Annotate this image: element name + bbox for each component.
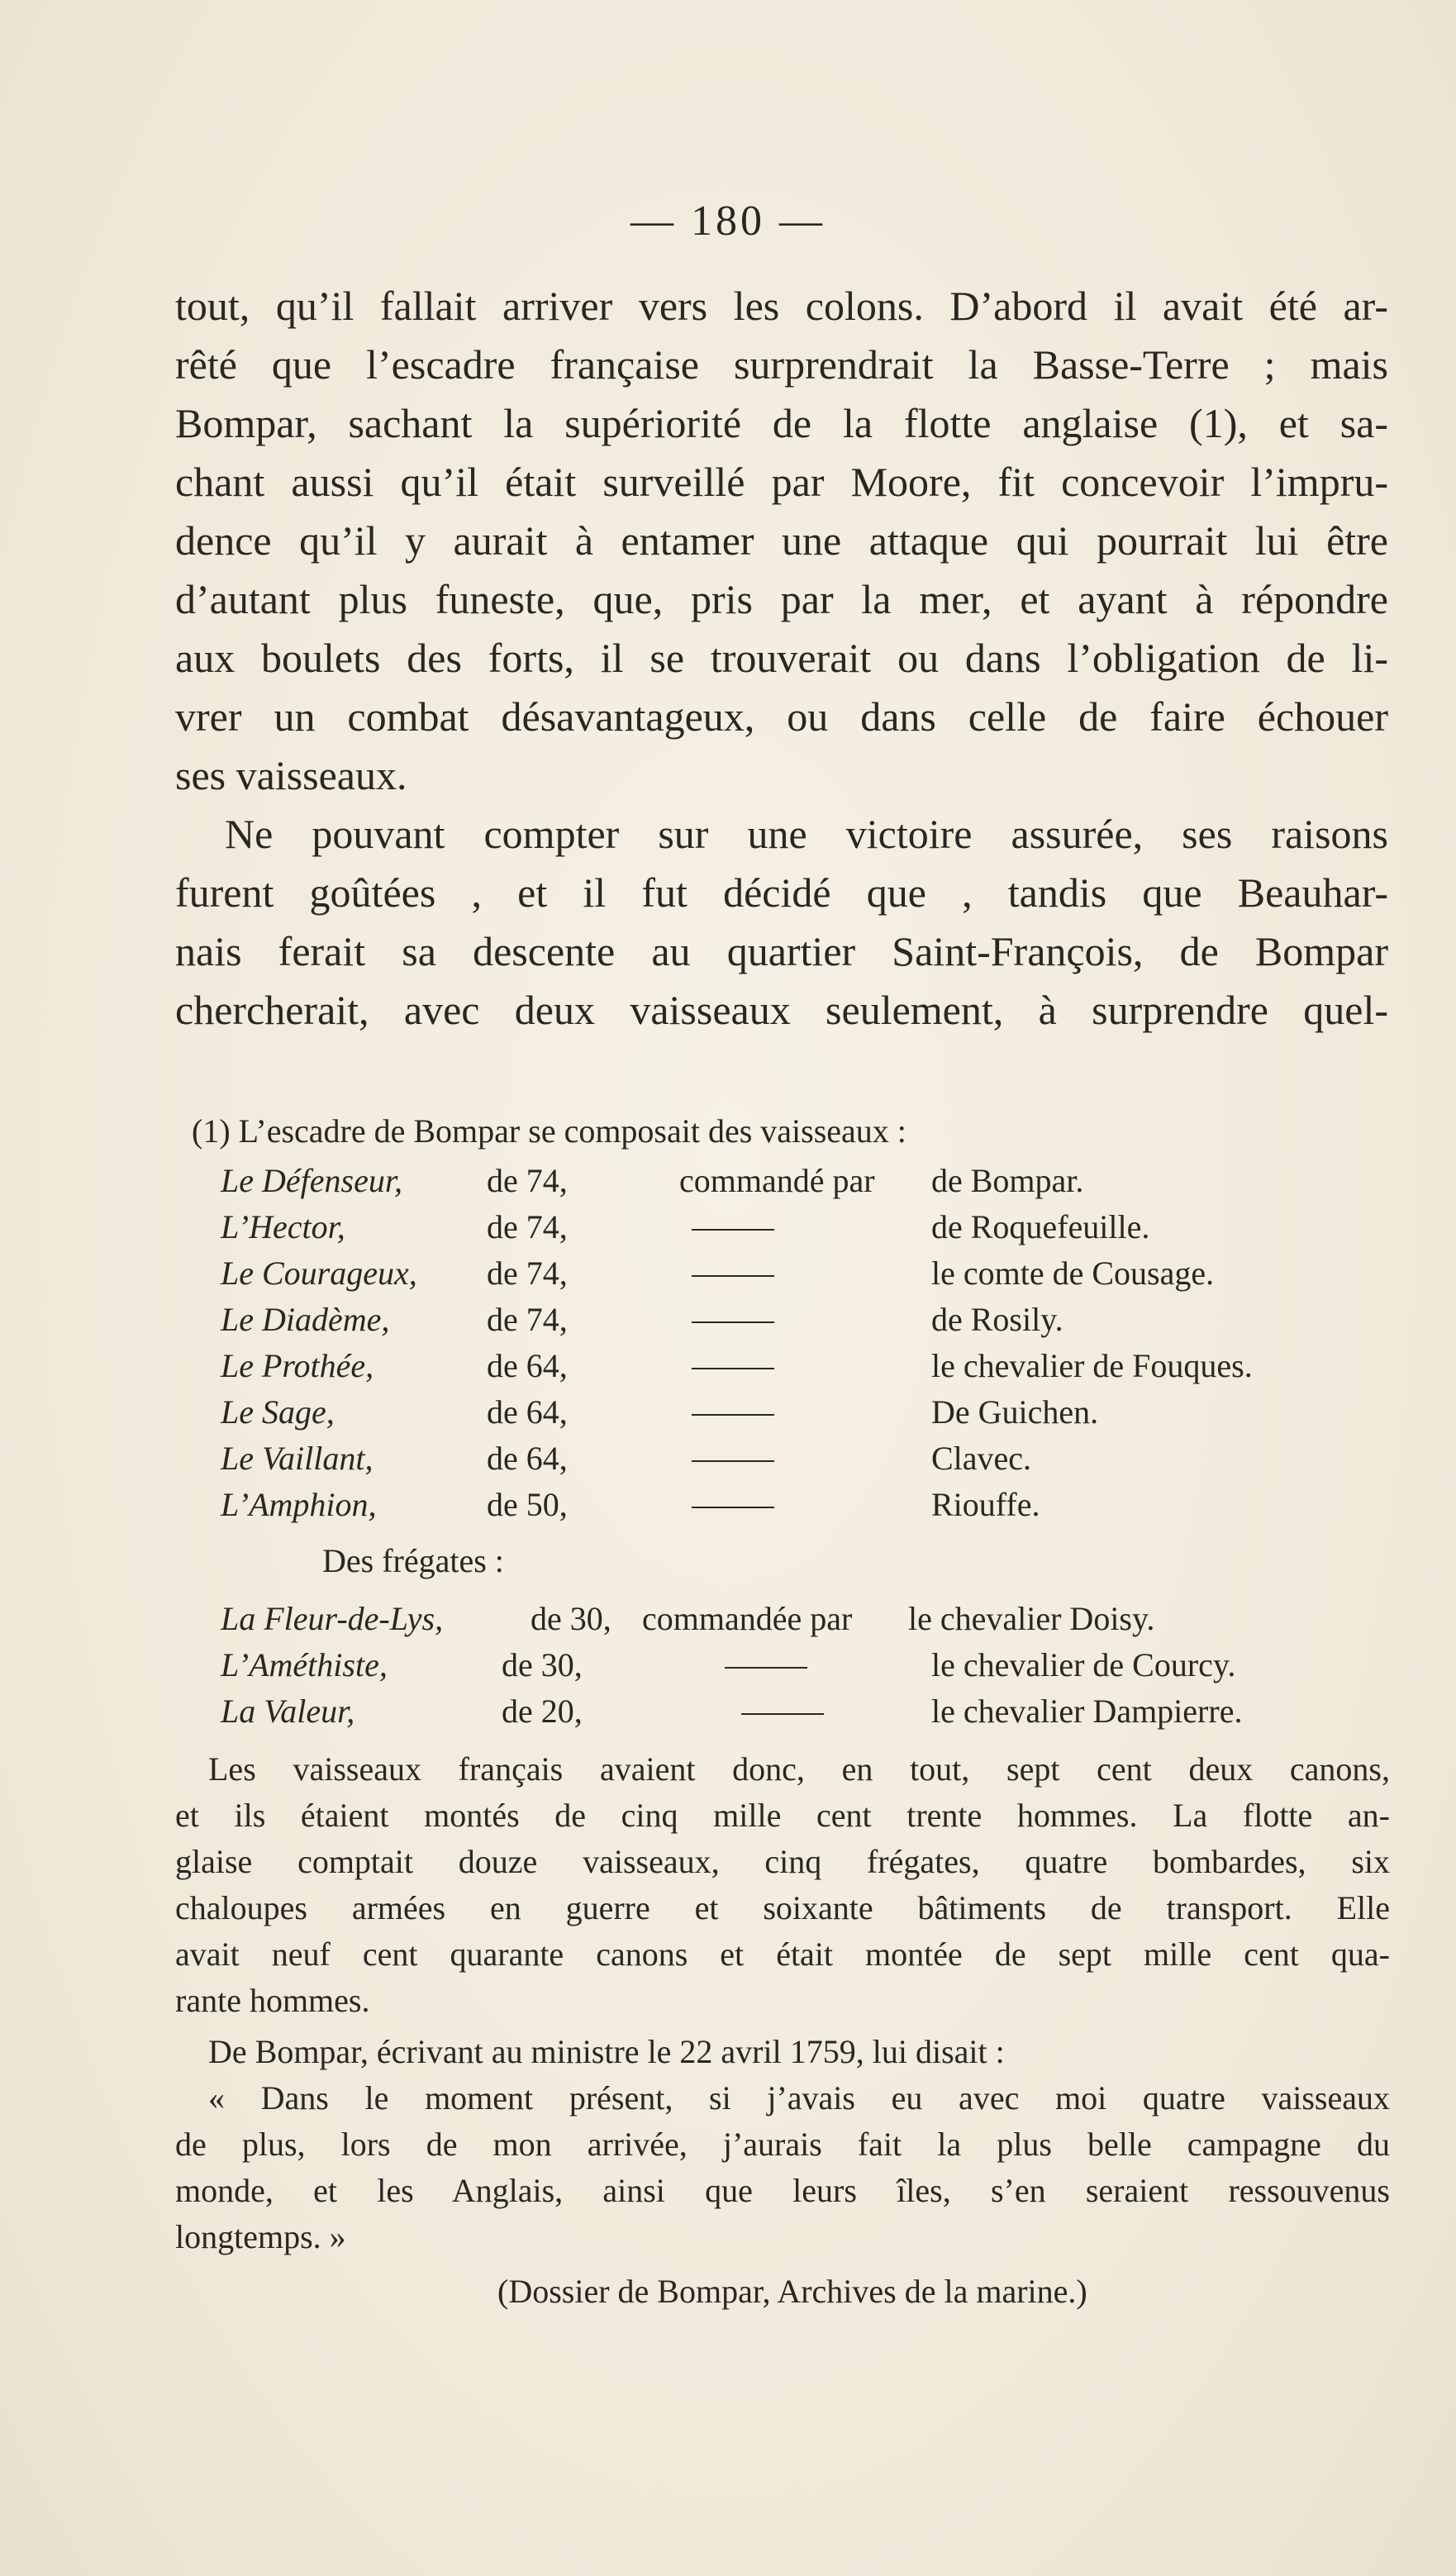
- text-line: chaloupes armées en guerre et soixante bâtiments de transport. Elle: [175, 1889, 1390, 1926]
- ship-captain: Riouffe.: [931, 1486, 1040, 1523]
- ship-guns: de 64,: [487, 1440, 568, 1477]
- ship-guns: de 64,: [487, 1393, 568, 1431]
- ship-captain: De Guichen.: [931, 1393, 1099, 1431]
- text-line: chercherait, avec deux vaisseaux seulement, à surprendre quel-: [175, 987, 1388, 1033]
- ship-guns: de 74,: [487, 1301, 568, 1338]
- main-text: [175, 277, 1388, 1040]
- frigate-guns: de 30,: [502, 1646, 583, 1683]
- ship-captain: de Rosily.: [931, 1301, 1063, 1338]
- ditto-dash: [692, 1460, 774, 1462]
- frigate-commander-text: commandée par: [642, 1600, 853, 1637]
- text-line: Bompar, sachant la supériorité de la flotte anglaise (1), et sa-: [175, 400, 1388, 446]
- text-line: rêté que l’escadre française surprendrait la Basse-Terre ; mais: [175, 341, 1388, 388]
- source-citation: (Dossier de Bompar, Archives de la marine.): [497, 2273, 1087, 2310]
- ship-name: Le Diadème,: [221, 1301, 390, 1338]
- ship-guns: de 64,: [487, 1347, 568, 1384]
- text-line: d’autant plus funeste, que, pris par la mer, et ayant à répondre: [175, 576, 1388, 622]
- ship-name: L’Hector,: [221, 1208, 345, 1245]
- frigate-name: L’Améthiste,: [221, 1646, 388, 1683]
- page-number: — 180 —: [630, 198, 826, 245]
- ship-guns: de 74,: [487, 1162, 568, 1199]
- ship-name: Le Prothée,: [221, 1347, 374, 1384]
- frigate-captain: le chevalier Doisy.: [908, 1600, 1155, 1637]
- text-line: avait neuf cent quarante canons et était montée de sept mille cent qua-: [175, 1936, 1390, 1973]
- ship-name: Le Défenseur,: [221, 1162, 402, 1199]
- ship-name: L’Amphion,: [221, 1486, 377, 1523]
- summary-paragraph: [175, 1746, 1390, 2024]
- ship-captain: de Roquefeuille.: [931, 1208, 1150, 1245]
- ship-guns: de 74,: [487, 1208, 568, 1245]
- ditto-dash: [692, 1414, 774, 1416]
- text-line: « Dans le moment présent, si j’avais eu avec moi quatre vaisseaux: [208, 2079, 1390, 2117]
- ditto-dash: [741, 1713, 824, 1715]
- text-line: glaise comptait douze vaisseaux, cinq frégates, quatre bombardes, six: [175, 1843, 1390, 1880]
- text-line: furent goûtées , et il fut décidé que , tandis que Beauhar-: [175, 869, 1388, 916]
- ship-captain: Clavec.: [931, 1440, 1032, 1477]
- ditto-dash: [692, 1368, 774, 1369]
- ditto-dash: [725, 1667, 807, 1669]
- ditto-dash: [692, 1275, 774, 1277]
- text-line: Ne pouvant compter sur une victoire assurée, ses raisons: [225, 811, 1388, 857]
- frigate-name: La Fleur-de-Lys,: [221, 1600, 444, 1637]
- frigate-guns: de 20,: [502, 1693, 583, 1730]
- frigate-guns: de 30,: [531, 1600, 611, 1637]
- frigate-name: La Valeur,: [221, 1693, 355, 1730]
- footnote-intro: (1) L’escadre de Bompar se composait des vaisseaux :: [192, 1112, 906, 1150]
- text-line: de plus, lors de mon arrivée, j’aurais fait la plus belle campagne du: [175, 2126, 1390, 2163]
- text-line: monde, et les Anglais, ainsi que leurs îles, s’en seraient ressouvenus: [175, 2172, 1390, 2209]
- ship-name: Le Vaillant,: [221, 1440, 374, 1477]
- frigates-title: Des frégates :: [322, 1542, 504, 1579]
- text-line: Les vaisseaux français avaient donc, en tout, sept cent deux canons,: [208, 1750, 1390, 1788]
- text-line: longtemps. »: [175, 2218, 346, 2255]
- text-line: ses vaisseaux.: [175, 752, 407, 798]
- text-line: nais ferait sa descente au quartier Saint-François, de Bompar: [175, 928, 1388, 974]
- letter-paragraph: [175, 2029, 1390, 2260]
- ship-guns: de 50,: [487, 1486, 568, 1523]
- text-line: rante hommes.: [175, 1982, 370, 2019]
- ship-name: Le Sage,: [221, 1393, 335, 1431]
- text-line: et ils étaient montés de cinq mille cent trente hommes. La flotte an-: [175, 1797, 1390, 1834]
- ship-commander-text: commandé par: [679, 1162, 875, 1199]
- ship-name: Le Courageux,: [221, 1255, 417, 1292]
- ditto-dash: [692, 1507, 774, 1508]
- frigate-captain: le chevalier Dampierre.: [931, 1693, 1243, 1730]
- ship-guns: de 74,: [487, 1255, 568, 1292]
- text-line: vrer un combat désavantageux, ou dans celle de faire échouer: [175, 693, 1388, 740]
- ship-captain: le comte de Cousage.: [931, 1255, 1215, 1292]
- ditto-dash: [692, 1229, 774, 1231]
- text-line: dence qu’il y aurait à entamer une attaque qui pourrait lui être: [175, 517, 1388, 564]
- text-line: De Bompar, écrivant au ministre le 22 avril 1759, lui disait :: [208, 2033, 1005, 2070]
- text-line: aux boulets des forts, il se trouverait ou dans l’obligation de li-: [175, 635, 1388, 681]
- frigate-captain: le chevalier de Courcy.: [931, 1646, 1236, 1683]
- text-line: tout, qu’il fallait arriver vers les colons. D’abord il avait été ar-: [175, 283, 1388, 329]
- ditto-dash: [692, 1321, 774, 1323]
- ship-captain: le chevalier de Fouques.: [931, 1347, 1253, 1384]
- ship-captain: de Bompar.: [931, 1162, 1084, 1199]
- text-line: chant aussi qu’il était surveillé par Moore, fit concevoir l’impru-: [175, 459, 1388, 505]
